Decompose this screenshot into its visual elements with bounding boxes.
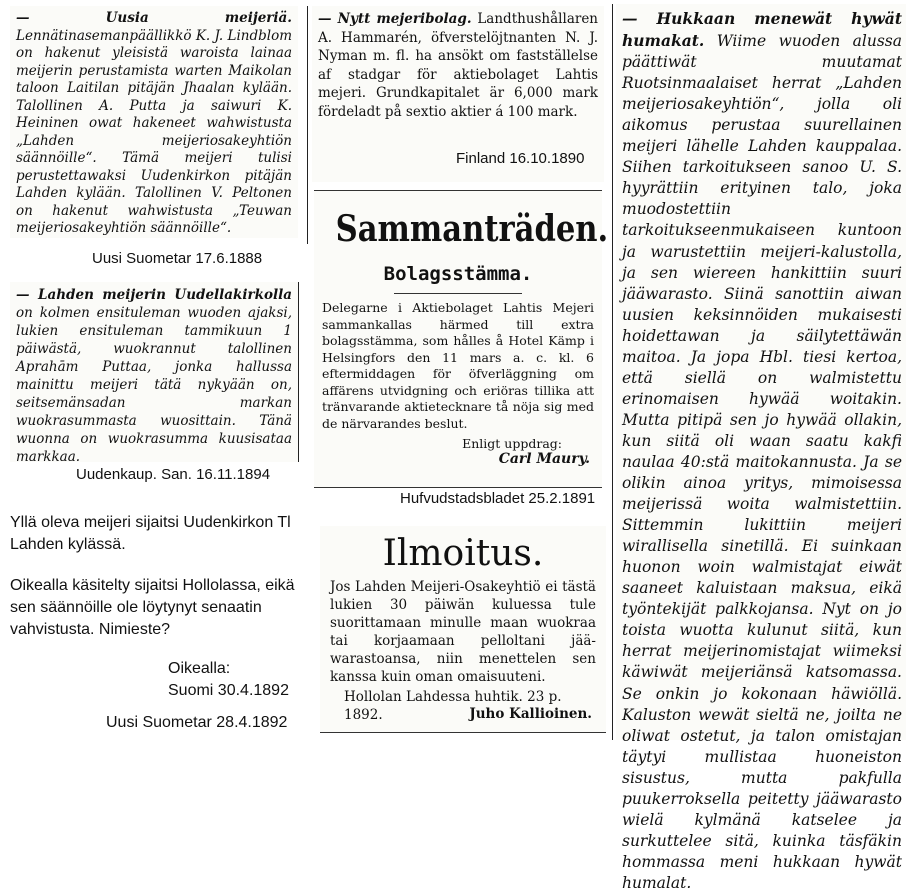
clip-place-date: Hollolan Lahdessa huhtik. 23 p. 1892. bbox=[344, 689, 562, 723]
clip-body: on kolmen ensituleman wuoden ajaksi, lukien ensituleman tammikuun 1 päiwästä, wuokrannut talollinen Aprahām Puttaa, jonka hallussa mainittu meijeri tätä nykyään on, seitsemänsadan markan wuokrasummasta wuosittain. Tänä wuonna on wuokrasumma kuusisataa markkaa. bbox=[16, 305, 292, 465]
clip-hufvudstadsbladet-1891 bbox=[314, 190, 609, 488]
clip-header: Sammanträden. bbox=[335, 208, 609, 250]
caption-uudenkaup-1894: Uudenkaup. San. 16.11.1894 bbox=[76, 466, 271, 483]
clip-text-finland-1890 bbox=[312, 6, 604, 121]
clip-text-uusi-1892 bbox=[616, 4, 906, 894]
clip-headline: — Nytt mejeribolag. bbox=[318, 11, 472, 27]
note-right-label: Oikealla: bbox=[168, 660, 231, 677]
clip-body: Delegarne i Aktiebolaget Lahtis Mejeri sammankallas härmed till extra bolagsstämma, som hålles å Hotel Kämp i Helsingfors den 11 mars a. c. kl. 6 eftermiddagen för öfverläggning om affärens utvidgning och eriöras tillika att tränvarande aktietecknare tå nöja sig med de närvarandes beslut. bbox=[322, 300, 594, 431]
note-paragraph-1: Yllä oleva meijeri sijaitsi Uudenkirkon Tl Lahden kylässä. bbox=[10, 514, 291, 553]
column-rule bbox=[612, 4, 613, 740]
column-rule bbox=[298, 282, 299, 462]
clip-body: Jos Lahden Meijeri-Osakeyhtiö ei tästä lukien 30 päiwän kuluessa tule suorittamaan minulle maan wuokraa tai korjaamaan pelloltani jää-warastoansa, niin menettelen sen kanssa kuin oman omaisuuteni. bbox=[330, 579, 596, 685]
caption-uusi-suometar-1888: Uusi Suometar 17.6.1888 bbox=[92, 250, 263, 267]
clip-uusi-suometar-1888 bbox=[10, 6, 298, 238]
clip-headline: — Uusia meijeriä. bbox=[16, 10, 292, 26]
clip-signoff: Enligt uppdrag: bbox=[462, 436, 562, 451]
caption-finland-1890: Finland 16.10.1890 bbox=[456, 150, 585, 167]
column-rule bbox=[307, 6, 308, 244]
clip-suomi-1892 bbox=[320, 526, 606, 733]
clip-uusi-suometar-1892 bbox=[616, 4, 906, 892]
note-suomi-caption: Suomi 30.4.1892 bbox=[168, 682, 289, 699]
clip-subheader: Bolagsstämma. bbox=[383, 263, 533, 285]
clip-text-uudenkaup-1894 bbox=[10, 282, 298, 466]
clip-headline: — Lahden meijerin Uudellakirkolla bbox=[16, 287, 292, 303]
clip-body: Lennätinasemanpäällikkö K. J. Lindblom on hakenut yleisistä waroista lainaa meijerin perustamista warten Maikolan taloon Laitilan pitäjän Jhaalan kylään. Talollinen A. Putta ja saiwuri K. Heininen owat hakeneet wahwistusta „Lahden meijeriosakeyhtiön säännöille“. Tämä meijeri tulisi perustettawaksi Uudenkirkon pitäjän Lahden kylään. Talollinen V. Peltonen on hakenut wahwistusta „Teuwan meijeriosakeyhtiön säännöille“. bbox=[16, 27, 292, 236]
clip-body: Landthushållaren A. Hammarén, öfverstelöjtnanten N. J. Nyman m. fl. ha ansökt om fastställelse af stadgar för aktiebolaget Lahtis mejeri. Grundkapitalet är 6,000 mark fördeladt på sextio aktier á 100 mark. bbox=[318, 11, 598, 120]
clip-signature: Juho Kallioinen. bbox=[469, 706, 592, 722]
clip-uudenkaup-1894 bbox=[10, 282, 298, 465]
note-paragraph-2: Oikealla käsitelty sijaitsi Hollolassa, eikä sen säännöille ole löytynyt senaatin vahvistusta. Nimieste? bbox=[10, 577, 295, 638]
clip-headline: — Hukkaan menewät hywät humakat. bbox=[622, 9, 902, 51]
clip-body: Wiime wuoden alussa päättiwät muutamat Ruotsinmaalaiset herrat „Lahden meijeriosakeyhtiön“, jolla oli aikomus perustaa suurellainen meijeri lähelle Lahden kauppalaa. Siihen tarkoitukseen sanoo U. S. hyyrättiin erityinen talo, joka muodostettiin tarkoitukseenmukaiseen kuntoon ja warustettiin meijeri-kalustolla, ja sen wiereen hankittiin suuri jääwarasto. Siinä sanottiin aiwan uusien keksinnöiden mukaisesti hoidettawan ja säilytettäwän maitoa. Ja jopa Hbl. tiesi kertoa, että siellä on walmistettu erinomaisen hywää woitakin. Mutta pitipä sen jo hywää ollakin, kun siitä oli waan saatu kakfi naulaa 40:stä maitokannusta. Ja se olikin ainoa yritys, mimoisessa meijerissä woita walmistettiin. Sittemmin lukittiin meijeri wirallisella sinetillä. Ei suinkaan huonon woin walmistajat eiwät saaneet kaluistaan maksua, eikä työntekijät palkkojansa. Nyt on jo toista wuotta kulunut siitä, kun herrat meijerinomistajat wiimeksi käwiwät meijeriänsä katsomassa. Se onkin jo kokonaan häwiöllä. Kaluston wewät sieltä ne, joilta ne oliwat ostetut, ja talon omistajan täytyi mullistaa huoneiston sisustus, mutta pakfulla puukerroksella peitetty jääwarasto wielä kylmänä katselee ja surkuttelee sitä, kuinka täsfäkin hommassa meni hukkaan hywät humalat. bbox=[622, 32, 902, 892]
clip-header: Ilmoitus. bbox=[382, 533, 544, 574]
note-uusi-caption: Uusi Suometar 28.4.1892 bbox=[106, 714, 288, 731]
clip-text-uusi-1888 bbox=[10, 6, 298, 238]
caption-hufvudstadsbladet-1891: Hufvudstadsbladet 25.2.1891 bbox=[400, 490, 596, 507]
clip-signature: Carl Maury. bbox=[498, 451, 590, 467]
